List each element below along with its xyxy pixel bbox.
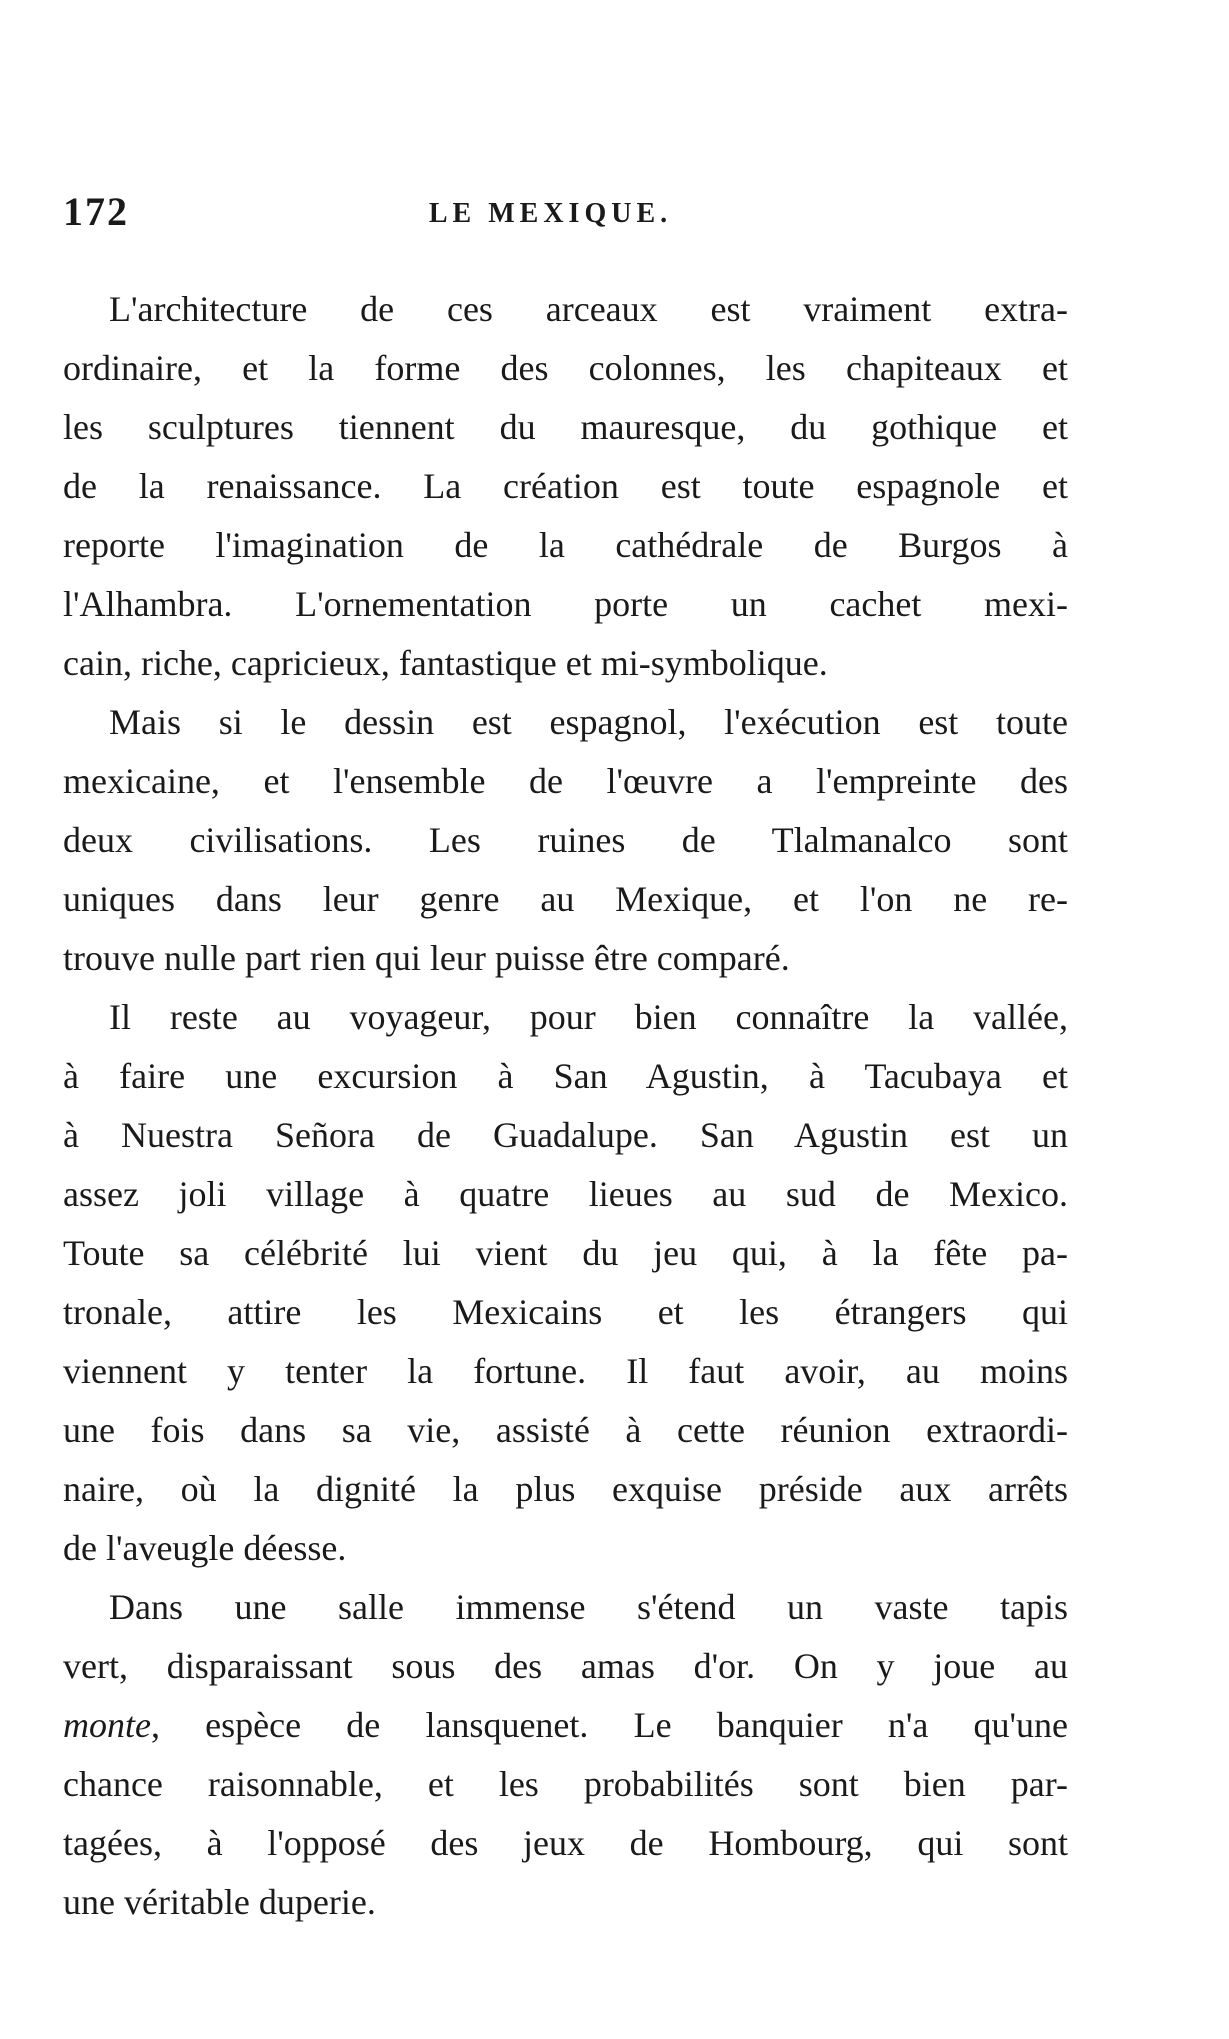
text-line: L'architecture de ces arceaux est vraiment extra- — [109, 289, 1068, 329]
text-line: viennent y tenter la fortune. Il faut avoir, au moins — [63, 1351, 1068, 1391]
paragraph-1 — [63, 280, 1068, 693]
text-line: Il reste au voyageur, pour bien connaître la vallée, — [109, 997, 1068, 1037]
paragraph-2 — [63, 693, 1068, 988]
running-title: LE MEXIQUE. — [428, 198, 673, 229]
text-line: à Nuestra Señora de Guadalupe. San Agustin est un — [63, 1115, 1068, 1155]
text-line: de la renaissance. La création est toute espagnole et — [63, 466, 1068, 506]
text-line: cain, riche, capricieux, fantastique et mi-symbolique. — [63, 643, 828, 683]
text-line: deux civilisations. Les ruines de Tlalmanalco sont — [63, 820, 1068, 860]
text-line: uniques dans leur genre au Mexique, et l'on ne re- — [63, 879, 1068, 919]
page-content — [63, 189, 1068, 1932]
text-line: une fois dans sa vie, assisté à cette réunion extraordi- — [63, 1410, 1068, 1450]
text-line: de l'aveugle déesse. — [63, 1528, 347, 1568]
italic-term-monte: monte — [63, 1705, 151, 1745]
text-line: Mais si le dessin est espagnol, l'exécution est toute — [109, 702, 1068, 742]
text-line: mexicaine, et l'ensemble de l'œuvre a l'empreinte des — [63, 761, 1068, 801]
text-line: naire, où la dignité la plus exquise préside aux arrêts — [63, 1469, 1068, 1509]
page-header — [63, 189, 1068, 238]
text-line: une véritable duperie. — [63, 1882, 376, 1922]
body-text — [63, 280, 1068, 1932]
text-line: Dans une salle immense s'étend un vaste tapis — [109, 1587, 1068, 1627]
text-line: trouve nulle part rien qui leur puisse être comparé. — [63, 938, 790, 978]
text-line: tagées, à l'opposé des jeux de Hombourg, qui sont — [63, 1823, 1068, 1863]
text-line: vert, disparaissant sous des amas d'or. On y joue au — [63, 1646, 1068, 1686]
text-line: reporte l'imagination de la cathédrale de Burgos à — [63, 525, 1068, 565]
text-line: ordinaire, et la forme des colonnes, les chapiteaux et — [63, 348, 1068, 388]
text-line: Toute sa célébrité lui vient du jeu qui, à la fête pa- — [63, 1233, 1068, 1273]
page-number: 172 — [63, 189, 129, 234]
text-line — [63, 1696, 1068, 1755]
text-line: chance raisonnable, et les probabilités sont bien par- — [63, 1764, 1068, 1804]
text-line: assez joli village à quatre lieues au sud de Mexico. — [63, 1174, 1068, 1214]
text-line: l'Alhambra. L'ornementation porte un cachet mexi- — [63, 584, 1068, 624]
text-line: les sculptures tiennent du mauresque, du gothique et — [63, 407, 1068, 447]
text-line: tronale, attire les Mexicains et les étrangers qui — [63, 1292, 1068, 1332]
paragraph-3 — [63, 988, 1068, 1578]
text-line: à faire une excursion à San Agustin, à Tacubaya et — [63, 1056, 1068, 1096]
paragraph-4 — [63, 1578, 1068, 1932]
text-segment: , espèce de lansquenet. Le banquier n'a qu'une — [150, 1705, 1068, 1745]
